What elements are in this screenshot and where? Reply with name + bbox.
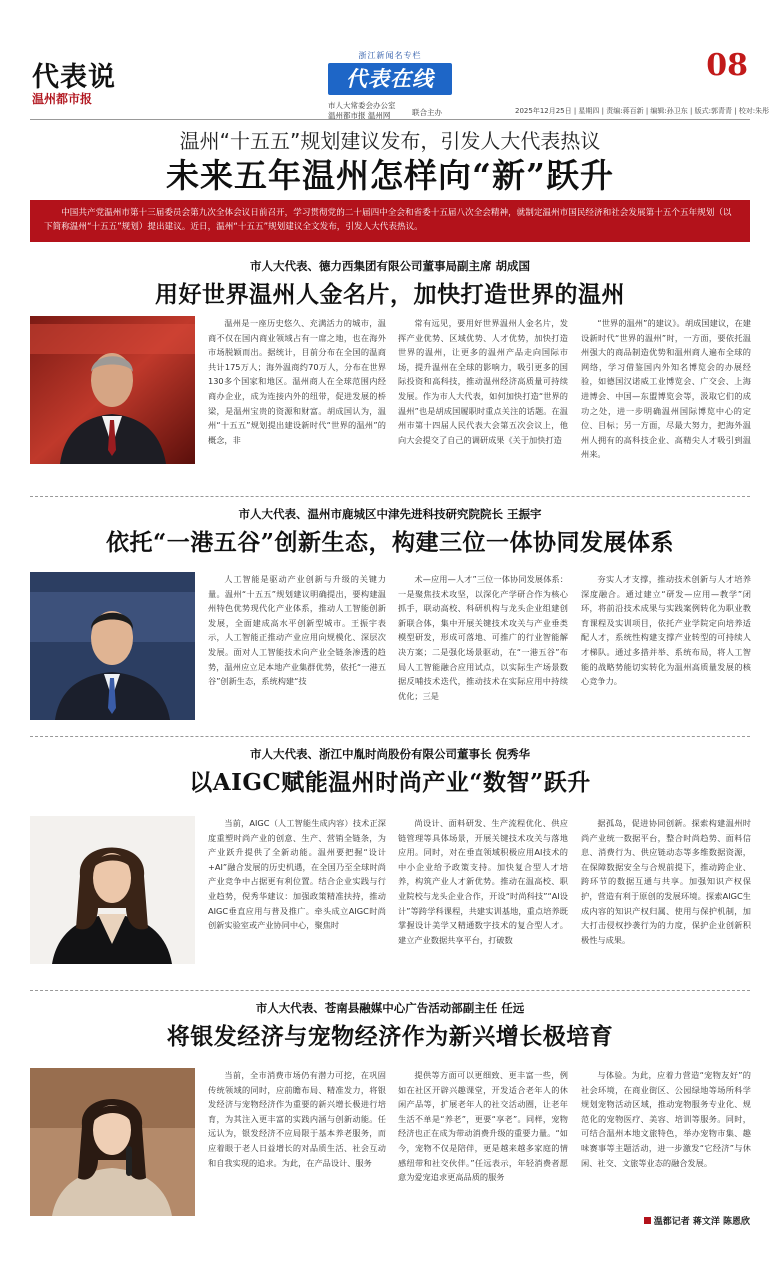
- article-column-3: 据孤岛，促进协同创新。探索构建温州时尚产业统一数据平台，整合时尚趋势、面料信息、消费行为、供应链动态等多维数据资源，在保障数据安全与合规前提下，推动跨企业、跨环节的数据互通与共享。加强知识产权保护，营造有利于原创的发展环境。探索AIGC生成内容的知识产权归属、使用与保护机制，加大打击侵权抄袭行为的力度，保护企业创新积极性与成果。: [581, 818, 751, 945]
- article-column-2: 提供等方面可以更细致、更丰富一些，例如在社区开辟兴趣课堂，开发适合老年人的休闲产品等，扩展老年人的社交活动圈，让老年生活不单是“养老”，更要“享老”。同样，宠物经济也正在成为带动消费升级的重要力量。“如今，宠物不仅是陪伴，更是越来越多家庭的情感纽带和社交伙伴。”任远表示，年轻消费者愿意为爱宠追求更高品质的服务: [398, 1070, 568, 1183]
- host-joint: 联合主办: [412, 108, 442, 117]
- page-info: 2025年12月25日 | 星期四 | 责编:蒋百新 | 编辑:孙卫东 | 版式:郭青青 | 校对:朱彤: [515, 107, 770, 115]
- page-number: 08: [706, 48, 748, 83]
- article-column-1: 温州是一座历史悠久、充满活力的城市，温商不仅在国内商业领域占有一席之地，也在海外市场脱颖而出。据统计，目前分布在全国的温商共计175万人；海外温商约70万人，分布在世界130多个国家和地区。温州商人在全球范围内经商办企业，成为连接内外的纽带，促进发展的桥梁，是温州宝贵的资源和财富。胡成国认为，温州“十五五”规划提出建设新时代“世界的温州”的概念，非: [208, 318, 386, 445]
- paper-name: 温州都市报: [32, 92, 93, 106]
- article-hu-chengguo: [30, 252, 750, 492]
- lead-paragraph: 中国共产党温州市第十三届委员会第九次全体会议日前召开，学习贯彻党的二十届四中全会和省委十五届八次全会精神，就制定温州市国民经济和社会发展第十五个五年规划（以下简称温州“十五五”规划）提出建议。近日，温州“十五五”规划建议全文发布，引发人大代表热议。: [30, 200, 750, 242]
- portrait-photo: [30, 316, 195, 464]
- masthead: [0, 0, 780, 122]
- article-column-3: 夯实人才支撑，推动技术创新与人才培养深度融合。通过建立“研发—应用—教学”闭环，将前沿技术成果与实践案例转化为职业教育课程及实训项目，依托产业学院定向培养适配人才，系统性构建支撑产业转型的可持续人才梯队。通过多措并举、系统布局，将人工智能的战略势能切实转化为温州高质量发展的核心竞争力。: [581, 574, 751, 687]
- article-title: 依托“一港五谷”创新生态，构建三位一体协同发展体系: [106, 529, 674, 556]
- hosts: [328, 101, 396, 121]
- article-author: 市人大代表、苍南县融媒中心广告活动部副主任 任远: [255, 1001, 525, 1015]
- portrait-photo: [30, 1068, 195, 1216]
- article-divider: [30, 990, 750, 991]
- hosts-line-1: 市人大常委会办公室: [328, 101, 396, 110]
- article-column-2: 尚设计、面料研发、生产流程优化、供应链管理等具体场景，开展关键技术攻关与落地应用。同时，对在垂直领域积极应用AI技术的中小企业给予政策支持。加快复合型人才培养，构筑产业人才新优势。推动在温高校、职业院校与龙头企业合作，开设“时尚科技”“AI设计”等跨学科课程，共建实训基地，重点培养既掌握设计美学又精通数字技术的复合型人才。建立产业数据共享平台，打破数: [398, 818, 568, 945]
- hosts-line-2: 温州都市报 温州网: [328, 111, 391, 120]
- article-author: 市人大代表、德力西集团有限公司董事局副主席 胡成国: [249, 259, 530, 273]
- article-column-1: 人工智能是驱动产业创新与升级的关键力量。温州“十五五”规划建议明确提出，要构建温州特色优势现代化产业体系，推动人工智能创新发展，全面建成高水平创新型城市。王振宇表示，人工智能正推动产业应用向规模化、深层次发展。面对人工智能技术向产业全链条渗透的趋势，温州应立足本地产业集群优势，依托“一港五谷”创新生态，系统构建“技: [208, 574, 386, 687]
- article-column-3: 与体验。为此，应着力营造“宠物友好”的社会环境，在商业街区、公园绿地等场所科学规划宠物活动区域，推动宠物服务专业化、规范化的宠物医疗、美容、培训等服务。同时，可结合温州本地文旅特色，举办宠物市集、趣味赛事等主题活动，进一步激发“它经济”与休闲、社交、文旅等业态的融合发展。: [581, 1070, 751, 1168]
- article-divider: [30, 736, 750, 737]
- article-column-2: 常有远见，要用好世界温州人金名片，发挥产业优势、区域优势、人才优势，加快打造世界的温州，让更多的温州产品走向国际市场，提升温州在全球的影响力，吸引更多的国际投资和高科技，推动温州经济高质量可持续发展。作为市人大代表，如何加快打造“世界的温州”也是胡成国履职时重点关注的话题。在温州市第十四届人民代表大会第五次会议上，他向大会提交了自己的调研成果《关于加快打造: [398, 318, 568, 445]
- article-column-1: 当前，AIGC（人工智能生成内容）技术正深度重塑时尚产业的创意、生产、营销全链条，为产业跃升提供了全新动能。温州要把握“设计+AI”融合发展的历史机遇，在全国乃至全球时尚产业竞争中占据更有利位置。结合企业实践与行业趋势，倪秀华建议：加强政策精准扶持，推动AIGC垂直应用与普及推广。牵头成立AIGC时尚创新实验室或产业协同中心，聚焦时: [208, 818, 386, 931]
- article-title: 将银发经济与宠物经济作为新兴增长极培育: [166, 1023, 614, 1050]
- article-wang-zhenyu: [30, 500, 750, 732]
- column-name: 代表说: [32, 62, 116, 93]
- article-column-3: “世界的温州”的建议》。胡成国建议，在建设新时代“世界的温州”时，一方面，要依托温州强大的商品制造优势和温州商人遍布全球的网络，学习借鉴国内外知名博览会的办展经验，如德国汉诺威工业博览会、广交会、上海进博会、中国—东盟博览会等，汲取它们的成功之处，进一步明确温州国际博览中心的定位、目标；另一方面，尽最大努力，把海外温州人拥有的高科技企业、高精尖人才吸引到温州来。: [581, 318, 751, 460]
- article-column-1: 当前，全市消费市场仍有潜力可挖，在巩固传统领域的同时，应前瞻布局、精准发力，将银发经济与宠物经济作为重要的新兴增长极进行培育，为其注入更丰富的实践内涵与创新动能。任远认为，银发经济不应局限于基本养老服务，而应着眼于老人日益增长的对品质生活、社会互动和自我实现的追求。为此，在产品设计、服务: [208, 1070, 386, 1168]
- article-ni-xiuhua: [30, 740, 750, 986]
- portrait-photo: [30, 816, 195, 964]
- article-title: 用好世界温州人金名片，加快打造世界的温州: [155, 281, 625, 308]
- byline-text: 温都记者 蒋文洋 陈恩欣: [653, 1217, 750, 1227]
- article-column-2: 术—应用—人才”三位一体协同发展体系：一是聚焦技术攻坚，以深化产学研合作为核心抓手，联动高校、科研机构与龙头企业组建创新联合体，集中开展关键技术攻关与产业垂类模型研发，形成可落地、可推广的行业智能解决方案；二是强化场景驱动，在“一港五谷”布局人工智能融合应用试点，以实际生产场景数据反哺技术迭代，推动技术在实际应用中持续优化；三是: [398, 574, 568, 701]
- article-author: 市人大代表、温州市鹿城区中津先进科技研究院院长 王振宇: [238, 507, 542, 521]
- article-author: 市人大代表、浙江中胤时尚股份有限公司董事长 倪秀华: [249, 747, 530, 761]
- brand-tagline: 浙江新闻名专栏: [358, 51, 422, 60]
- brand-logo: [328, 50, 452, 95]
- portrait-photo: [30, 572, 195, 720]
- byline-square-icon: [644, 1217, 651, 1224]
- article-divider: [30, 496, 750, 497]
- article-ren-yuan: [30, 994, 750, 1230]
- kicker: 温州“十五五”规划建议发布，引发人大代表热议: [179, 129, 601, 153]
- header-rule: [30, 119, 750, 120]
- article-title: 以AIGC赋能温州时尚产业“数智”跃升: [189, 769, 591, 796]
- brand-title: 代表在线: [328, 63, 452, 95]
- reporter-byline: [644, 1214, 750, 1227]
- page-headline: 未来五年温州怎样向“新”跃升: [166, 156, 614, 195]
